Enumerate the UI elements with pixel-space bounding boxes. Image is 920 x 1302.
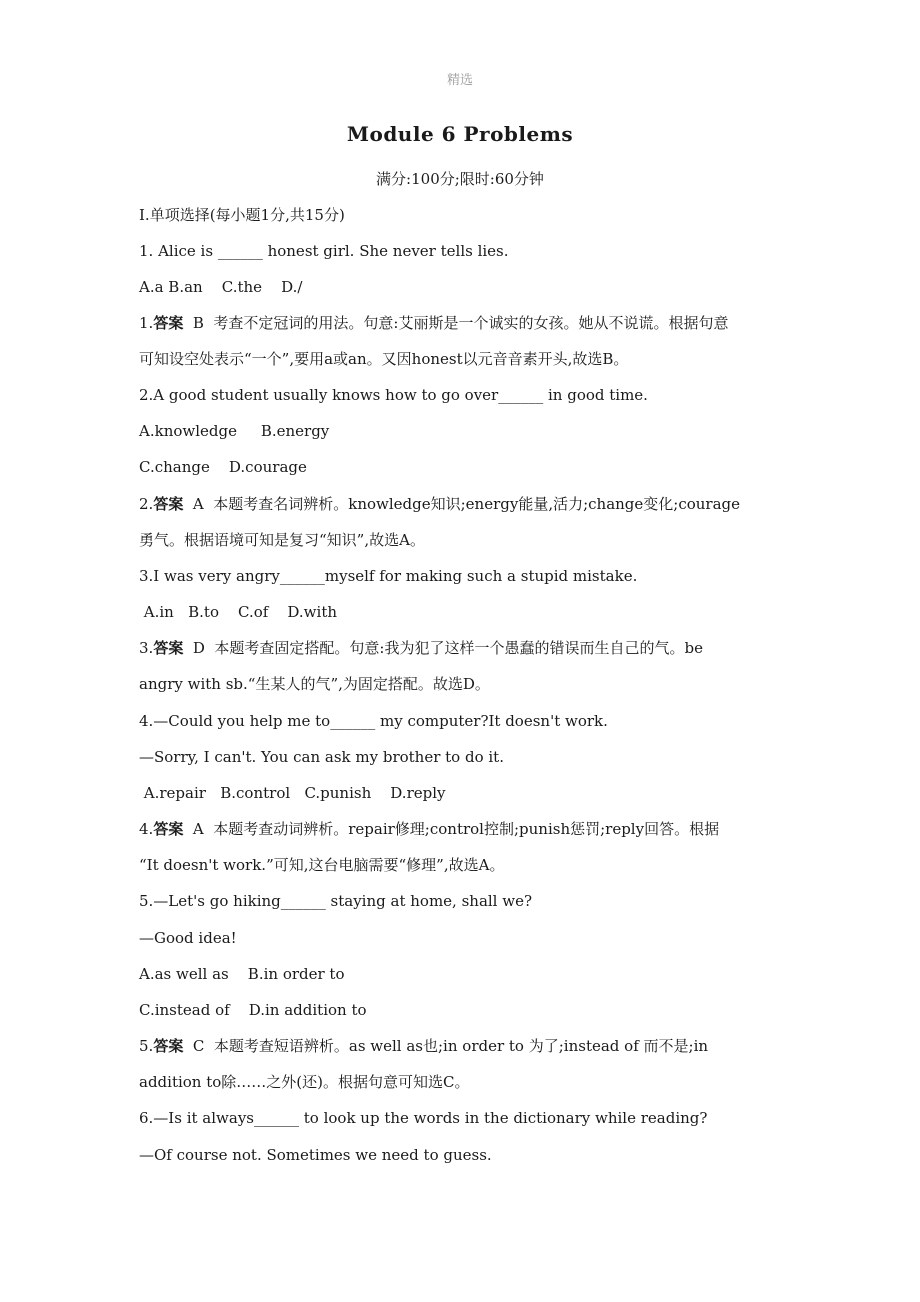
text-line: 3.I was very angry______myself for making such a stupid mistake. [139,567,638,585]
text-line: 勇气。根据语境可知是复习“知识”,故选A。 [139,531,425,549]
answer-number: 3. [139,639,154,657]
text-line: A.in B.to C.of D.with [139,603,338,621]
answer-text: D 本题考查固定搭配。句意:我为犯了这样一个愚蠢的错误而生自己的气。be [183,639,703,657]
answer-label: 答案 [153,639,184,657]
text-line: A.knowledge B.energy [139,422,330,440]
answer-number: 5. [139,1037,154,1055]
text-line: angry with sb.“生某人的气”,为固定搭配。故选D。 [139,675,490,693]
text-line: A.a B.an C.the D./ [139,278,303,296]
text-line: 2.A good student usually knows how to go over______ in good time. [139,386,648,404]
answer-line [139,313,728,333]
answer-line [139,638,703,658]
answer-text: A 本题考查动词辨析。repair修理;control控制;punish惩罚;reply回答。根据 [183,820,720,838]
header-watermark: 精选 [446,73,473,88]
text-line: A.repair B.control C.punish D.reply [139,784,446,802]
text-line: 5.—Let's go hiking______ staying at home, shall we? [139,892,533,910]
text-line: “It doesn't work.”可知,这台电脑需要“修理”,故选A。 [139,856,505,874]
answer-text: A 本题考查名词辨析。knowledge知识;energy能量,活力;change变化;courage [183,495,741,513]
answer-line [139,1036,708,1056]
text-line: 1. Alice is ______ honest girl. She never tells lies. [139,242,509,260]
text-line: 6.—Is it always______ to look up the words in the dictionary while reading? [139,1109,708,1127]
answer-line [139,494,740,514]
answer-number: 1. [139,314,154,332]
answer-label: 答案 [153,1037,184,1055]
answer-text: C 本题考查短语辨析。as well as也;in order to 为了;instead of 而不是;in [183,1037,709,1055]
section-heading: Ⅰ.单项选择(每小题1分,共15分) [139,206,345,224]
text-line: C.instead of D.in addition to [139,1001,367,1019]
answer-number: 2. [139,495,154,513]
answer-label: 答案 [153,495,184,513]
answer-number: 4. [139,820,154,838]
answer-line [139,819,719,839]
text-line: —Sorry, I can't. You can ask my brother to do it. [139,748,504,766]
text-line: A.as well as B.in order to [139,965,345,983]
text-line: addition to除……之外(还)。根据句意可知选C。 [139,1073,470,1091]
answer-label: 答案 [153,820,184,838]
answer-label: 答案 [153,314,184,332]
answer-text: B 考查不定冠词的用法。句意:艾丽斯是一个诚实的女孩。她从不说谎。根据句意 [183,314,729,332]
text-line: 4.—Could you help me to______ my computer?It doesn't work. [139,712,608,730]
text-line: —Of course not. Sometimes we need to guess. [139,1146,492,1164]
text-line: 可知设空处表示“一个”,要用a或an。又因honest以元音音素开头,故选B。 [139,350,629,368]
text-line: C.change D.courage [139,458,307,476]
score-time-info: 满分:100分;限时:60分钟 [376,170,544,188]
page-title: Module 6 Problems [346,122,574,146]
text-line: —Good idea! [139,929,237,947]
